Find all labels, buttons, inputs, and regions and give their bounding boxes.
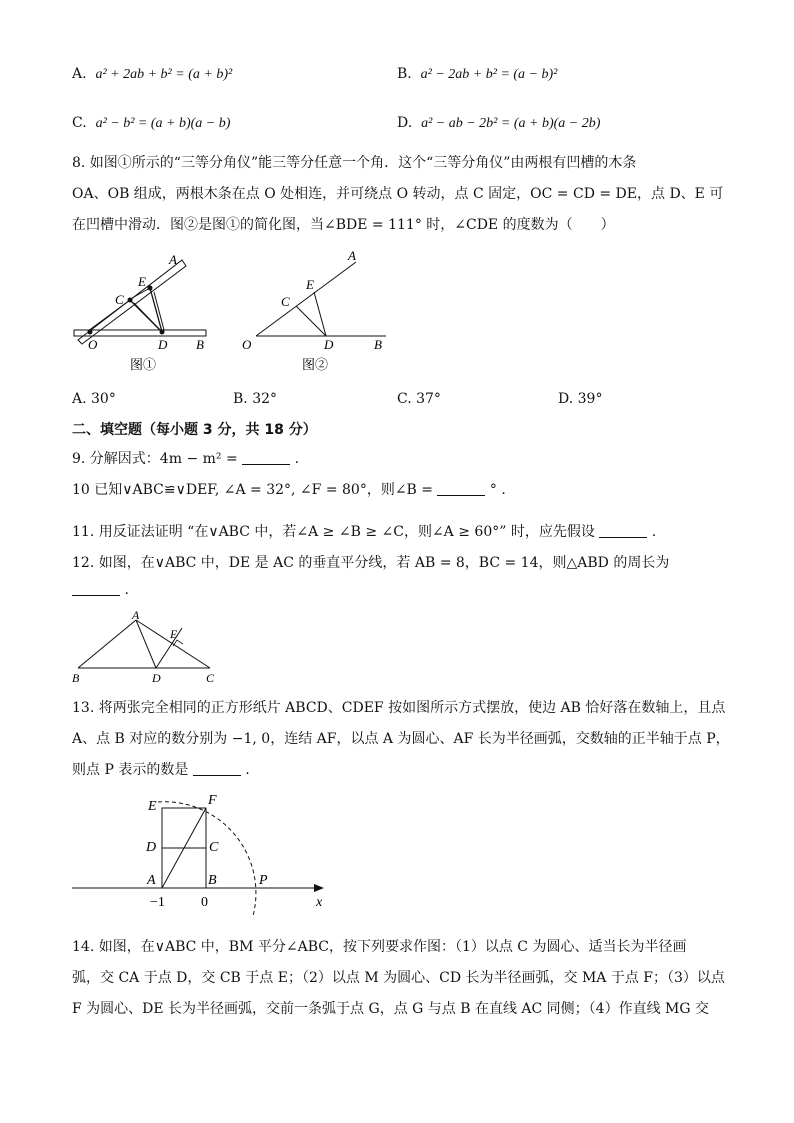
q8-figure-2 — [242, 248, 386, 372]
fig2-label-a: A — [348, 248, 356, 263]
q13-label-a: A — [147, 873, 156, 888]
q8-option-a: A. 30° — [72, 391, 116, 407]
fig1-label-c: C — [115, 292, 124, 307]
q14-line-1: 14. 如图，在∨ABC 中，BM 平分∠ABC，按下列要求作图：（1）以点 C 为圆心、适当长为半径画 — [72, 939, 687, 955]
q13-figure — [70, 788, 330, 920]
q8-option-c: C. 37° — [397, 391, 441, 407]
fig1-label-e: E — [138, 274, 146, 289]
fig2-caption: 图② — [302, 357, 329, 372]
q10-end: ° . — [489, 482, 506, 498]
section-heading-fill-in: 二、填空题（每小题 3 分，共 18 分） — [72, 422, 317, 438]
q7-option-a — [72, 66, 232, 83]
q7-option-a-label: A. — [72, 66, 87, 82]
q11-text: 11. 用反证法证明 “在∨ABC 中，若∠A ≥ ∠B ≥ ∠C，则∠A ≥ 60°” 时，应先假设 — [72, 524, 595, 540]
q13-answer-blank[interactable] — [193, 763, 241, 776]
q13-label-p: P — [259, 873, 268, 888]
fig1-label-d: D — [158, 337, 168, 352]
q13-line-3-text: 则点 P 表示的数是 — [72, 762, 189, 778]
q13-label-e: E — [148, 799, 157, 814]
q13-label-b: B — [208, 873, 217, 888]
q7-option-d-expr: a² − ab − 2b² = (a + b)(a − 2b) — [421, 116, 601, 131]
q13-tick-zero: 0 — [201, 895, 208, 910]
q13-label-c: C — [209, 840, 219, 855]
q8-option-d: D. 39° — [558, 391, 603, 407]
q11-answer-blank[interactable] — [599, 525, 647, 538]
q7-option-d-label: D. — [397, 115, 413, 131]
q7-option-d — [397, 115, 600, 132]
fig2-label-o: O — [242, 337, 252, 352]
q10-answer-blank[interactable] — [437, 483, 485, 496]
q12-line-1: 12. 如图，在∨ABC 中，DE 是 AC 的垂直平分线，若 AB = 8，BC = 14，则△ABD 的周长为 — [72, 555, 670, 571]
q12-label-e: E — [170, 627, 178, 641]
q7-option-c-label: C. — [72, 115, 87, 131]
q8-line-2: OA、OB 组成，两根木条在点 O 处相连，并可绕点 O 转动，点 C 固定，OC = CD = DE，点 D、E 可 — [72, 186, 724, 202]
q12-label-b: B — [72, 671, 80, 685]
q7-option-b — [397, 66, 557, 83]
q14-line-2: 弧，交 CA 于点 D，交 CB 于点 E；（2）以点 M 为圆心、CD 长为半径画弧，交 MA 于点 F；（3）以点 — [72, 970, 725, 986]
q13-label-f: F — [208, 793, 217, 808]
q8-option-b: B. 32° — [233, 391, 278, 407]
q9-end: . — [294, 451, 300, 467]
q11-end: . — [651, 524, 657, 540]
q13-tick-minus1: −1 — [150, 895, 165, 910]
q12-line-2 — [72, 582, 129, 598]
q12-answer-blank[interactable] — [72, 583, 120, 596]
q8-line-3: 在凹槽中滑动．图②是图①的简化图，当∠BDE = 111° 时，∠CDE 的度数为（ ） — [72, 217, 615, 233]
q14-line-3: F 为圆心、DE 长为半径画弧，交前一条弧于点 G，点 G 与点 B 在直线 AC 同侧；（4）作直线 MG 交 — [72, 1001, 710, 1017]
q7-option-b-label: B. — [397, 66, 412, 82]
q8-figures — [70, 248, 400, 378]
q12-end: . — [124, 582, 129, 598]
q9 — [72, 448, 299, 468]
fig2-label-b: B — [374, 337, 382, 352]
q13-label-x: x — [316, 895, 323, 910]
fig1-label-o: O — [88, 337, 98, 352]
q7-option-a-expr: a² + 2ab + b² = (a + b)² — [95, 67, 233, 82]
q9-answer-blank[interactable] — [242, 452, 290, 465]
fig2-label-e: E — [306, 277, 314, 292]
q7-option-c-expr: a² − b² = (a + b)(a − b) — [95, 116, 231, 131]
q12-label-d: D — [152, 671, 161, 685]
q13-line-2: A、点 B 对应的数分别为 −1, 0，连结 AF，以点 A 为圆心、AF 长为半径画弧，交数轴的正半轴于点 P， — [72, 731, 730, 747]
q12-figure — [70, 608, 220, 688]
q13-label-d: D — [146, 840, 157, 855]
q9-text: 9. 分解因式：4m − m² = — [72, 451, 238, 467]
q8-figure-1 — [74, 252, 206, 372]
q10-text: 10 已知∨ABC≌∨DEF, ∠A = 32°, ∠F = 80°，则∠B = — [72, 482, 434, 498]
q12-label-a: A — [132, 608, 140, 622]
q13-end: . — [245, 762, 250, 778]
q7-option-c — [72, 115, 230, 132]
fig1-label-b: B — [196, 337, 204, 352]
q13-line-3 — [72, 759, 250, 779]
q12-label-c: C — [206, 671, 215, 685]
fig2-label-c: C — [281, 294, 290, 309]
q7-option-b-expr: a² − 2ab + b² = (a − b)² — [420, 67, 558, 82]
q10 — [72, 479, 506, 499]
fig1-label-a: A — [169, 252, 177, 267]
q11 — [72, 521, 656, 541]
q8-line-1: 8. 如图①所示的“三等分角仪”能三等分任意一个角．这个“三等分角仪”由两根有凹槽的木条 — [72, 155, 637, 171]
fig2-label-d: D — [324, 337, 334, 352]
fig1-caption: 图① — [130, 357, 157, 372]
q13-line-1: 13. 将两张完全相同的正方形纸片 ABCD、CDEF 按如图所示方式摆放，使边 AB 恰好落在数轴上，且点 — [72, 700, 726, 716]
